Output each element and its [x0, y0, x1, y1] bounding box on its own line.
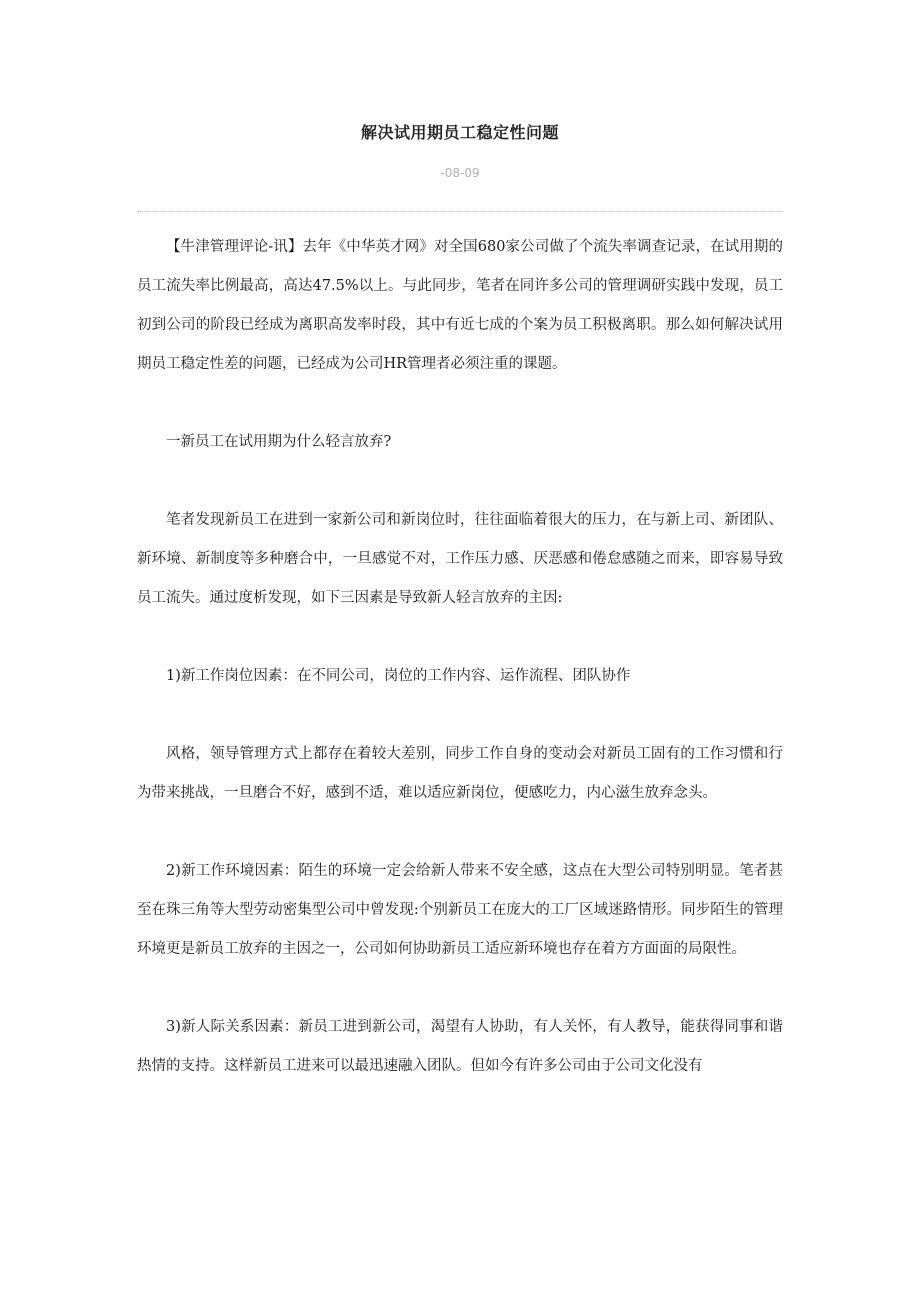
article-body — [137, 228, 783, 1086]
article-date: -08-09 — [440, 166, 480, 180]
paragraph-factor-3: 3)新人际关系因素：新员工进到新公司，渴望有人协助，有人关怀，有人教导，能获得同事和谐热情的支持。这样新员工进来可以最迅速融入团队。但如今有许多公司由于公司文化没有 — [137, 1019, 783, 1074]
paragraph-factor-1-cont: 风格，领导管理方式上都存在着较大差别，同步工作自身的变动会对新员工固有的工作习惯和行为带来挑战，一旦磨合不好，感到不适，难以适应新岗位，便感吃力，内心滋生放弃念头。 — [137, 746, 783, 801]
paragraph-reasons: 笔者发现新员工在进到一家新公司和新岗位时，往往面临着很大的压力，在与新上司、新团队、新环境、新制度等多种磨合中，一旦感觉不对，工作压力感、厌恶感和倦怠感随之而来，即容易导致员工流失。通过度析发现，如下三因素是导致新人轻言放弃的主因: — [137, 512, 783, 606]
divider — [137, 211, 783, 212]
article-title: 解决试用期员工稳定性问题 — [360, 123, 559, 142]
paragraph-intro: 【牛津管理评论-讯】去年《中华英才网》对全国680家公司做了个流失率调查记录，在试用期的员工流失率比例最高，高达47.5%以上。与此同步，笔者在同许多公司的管理调研实践中发现，员工初到公司的阶段已经成为离职高发率时段，其中有近七成的个案为员工积极离职。那么如何解决试用期员工稳定性差的问题，已经成为公司HR管理者必须注重的课题。 — [137, 239, 783, 372]
section-heading: 一新员工在试用期为什么轻言放弃? — [166, 434, 392, 450]
paragraph-factor-2: 2)新工作环境因素：陌生的环境一定会给新人带来不安全感，这点在大型公司特别明显。笔者甚至在珠三角等大型劳动密集型公司中曾发现:个别新员工在庞大的工厂区域迷路情形。同步陌生的管理环境更是新员工放弃的主因之一，公司如何协助新员工适应新环境也存在着方方面面的局限性。 — [137, 863, 783, 957]
paragraph-factor-1: 1)新工作岗位因素：在不同公司，岗位的工作内容、运作流程、团队协作 — [166, 668, 631, 684]
